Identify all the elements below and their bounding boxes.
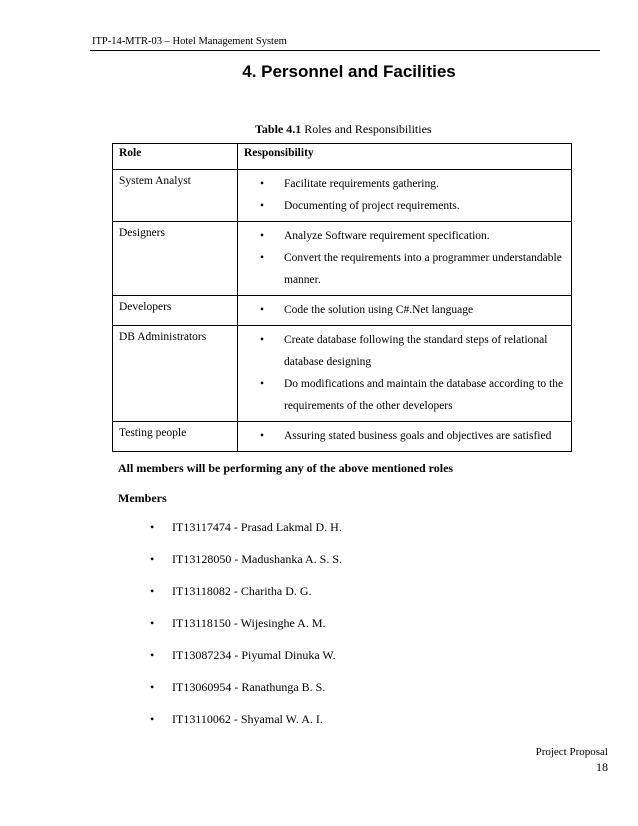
responsibility-item: • Documenting of project requirements.: [268, 195, 565, 217]
responsibility-list: [244, 299, 565, 321]
table-header-row: [113, 144, 572, 170]
responsibility-cell: [238, 326, 572, 422]
table-row: [113, 296, 572, 326]
page-number: 18: [596, 760, 608, 774]
member-item: • IT13060954 - Ranathunga B. S.: [150, 680, 342, 712]
header-rule: [90, 50, 600, 51]
role-cell: Testing people: [113, 422, 238, 452]
responsibility-list: [244, 329, 565, 417]
member-item: • IT13110062 - Shyamal W. A. I.: [150, 712, 342, 744]
members-list: [150, 520, 342, 744]
responsibility-cell: [238, 296, 572, 326]
table-row: [113, 326, 572, 422]
responsibility-item: • Convert the requirements into a programmer understandable manner.: [268, 247, 565, 291]
role-cell: DB Administrators: [113, 326, 238, 422]
member-item: • IT13117474 - Prasad Lakmal D. H.: [150, 520, 342, 552]
responsibility-item: • Assuring stated business goals and objectives are satisfied: [268, 425, 565, 447]
responsibility-item: • Facilitate requirements gathering.: [268, 173, 565, 195]
section-title-text: 4. Personnel and Facilities: [242, 62, 456, 81]
roles-table: [112, 143, 572, 452]
member-item: • IT13118150 - Wijesinghe A. M.: [150, 616, 342, 648]
members-heading: Members: [118, 491, 167, 505]
table-caption: [255, 122, 432, 137]
responsibility-item: • Create database following the standard steps of relational database designing: [268, 329, 565, 373]
responsibility-cell: [238, 222, 572, 296]
responsibility-cell: [238, 170, 572, 222]
table-row: [113, 170, 572, 222]
role-cell: System Analyst: [113, 170, 238, 222]
responsibility-list: [244, 225, 565, 291]
table-caption-text: Roles and Responsibilities: [301, 122, 432, 136]
responsibility-item: • Code the solution using C#.Net language: [268, 299, 565, 321]
responsibility-item: • Do modifications and maintain the database according to the requirements of the other developers: [268, 373, 565, 417]
role-cell: Designers: [113, 222, 238, 296]
document-header: ITP-14-MTR-03 – Hotel Management System: [92, 36, 287, 47]
table-row: [113, 222, 572, 296]
roles-note: All members will be performing any of the above mentioned roles: [118, 461, 454, 475]
table-row: [113, 422, 572, 452]
member-item: • IT13118082 - Charitha D. G.: [150, 584, 342, 616]
responsibility-cell: [238, 422, 572, 452]
role-cell: Developers: [113, 296, 238, 326]
section-title: [0, 62, 638, 82]
responsibility-list: [244, 425, 565, 447]
column-header-responsibility: Responsibility: [238, 144, 572, 170]
responsibility-list: [244, 173, 565, 217]
responsibility-item: • Analyze Software requirement specification.: [268, 225, 565, 247]
member-item: • IT13087234 - Piyumal Dinuka W.: [150, 648, 342, 680]
footer-label: Project Proposal: [535, 746, 608, 758]
table-caption-number: Table 4.1: [255, 122, 302, 136]
column-header-role: Role: [113, 144, 238, 170]
member-item: • IT13128050 - Madushanka A. S. S.: [150, 552, 342, 584]
